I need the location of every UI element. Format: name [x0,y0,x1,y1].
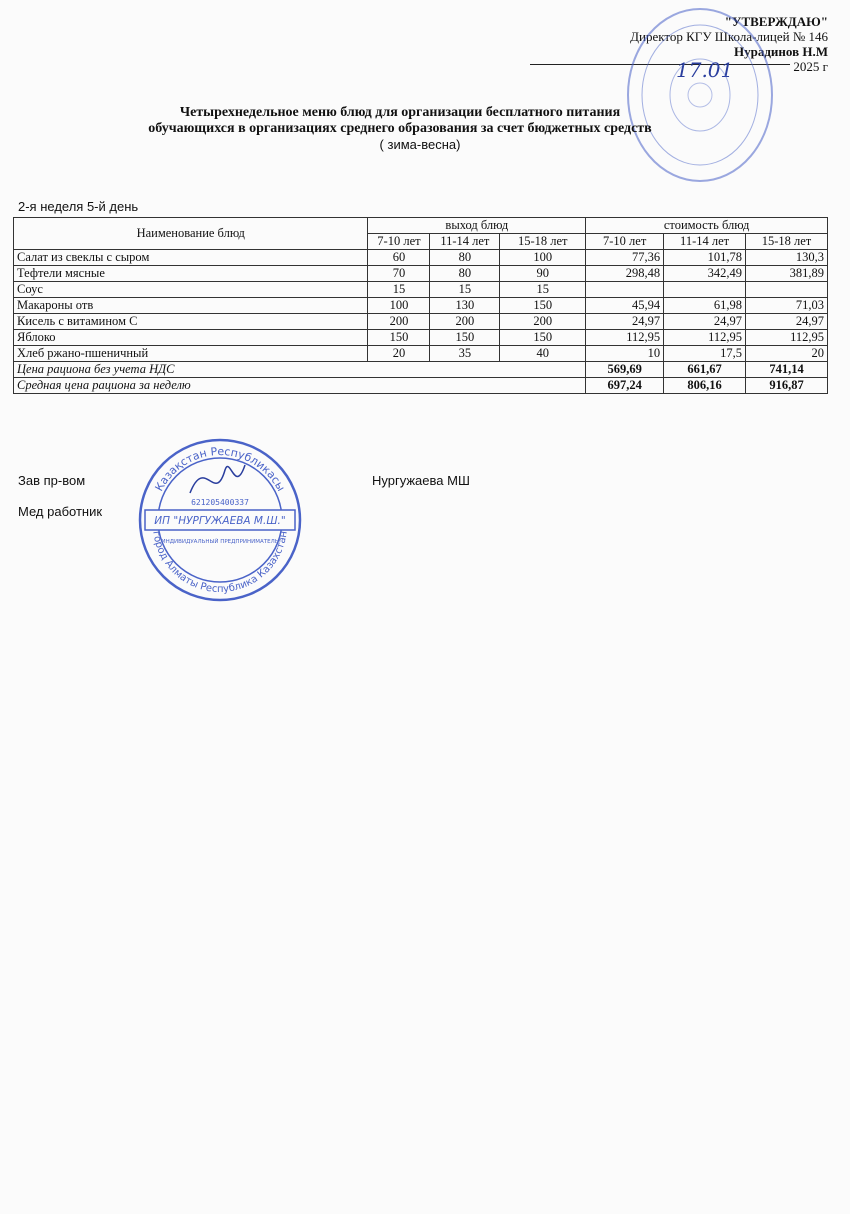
approval-year: 2025 г [793,59,828,74]
ip-stamp-icon [135,435,305,605]
cost-value: 24,97 [746,314,828,330]
yield-value: 15 [368,282,430,298]
cost-value: 77,36 [586,250,664,266]
total-label: Средная цена рациона за неделю [14,378,586,394]
header-age: 15-18 лет [746,234,828,250]
yield-value: 100 [368,298,430,314]
dish-name: Кисель с витамином С [14,314,368,330]
table-row [14,282,828,298]
cost-value: 112,95 [664,330,746,346]
yield-value: 150 [368,330,430,346]
cost-value: 24,97 [664,314,746,330]
yield-value: 15 [430,282,500,298]
yield-value: 80 [430,250,500,266]
total-label: Цена рациона без учета НДС [14,362,586,378]
dish-name: Макароны отв [14,298,368,314]
table-row [14,266,828,282]
cost-value [586,282,664,298]
yield-value: 60 [368,250,430,266]
yield-value: 40 [500,346,586,362]
yield-value: 130 [430,298,500,314]
medic-label: Мед работник [18,504,103,519]
cost-value: 101,78 [664,250,746,266]
yield-value: 150 [500,298,586,314]
week-day-label: 2-я неделя 5-й день [18,199,139,214]
cost-value: 298,48 [586,266,664,282]
yield-value: 15 [500,282,586,298]
yield-value: 200 [430,314,500,330]
cost-value: 342,49 [664,266,746,282]
dish-name: Соус [14,282,368,298]
approval-handwritten-date: 17.01 [676,58,734,82]
cost-value: 20 [746,346,828,362]
yield-value: 200 [500,314,586,330]
header-yield: выход блюд [368,218,586,234]
svg-text:Казақстан Республикасы [152,445,287,493]
stamp-bottom-text: город Алматы Республика Казахстан [150,530,290,596]
cost-value [746,282,828,298]
cost-value: 17,5 [664,346,746,362]
yield-value: 80 [430,266,500,282]
cost-value: 45,94 [586,298,664,314]
cost-value: 24,97 [586,314,664,330]
header-age: 7-10 лет [368,234,430,250]
school-seal-icon [625,5,775,185]
table-row [14,314,828,330]
table-row [14,250,828,266]
total-value: 741,14 [746,362,828,378]
document-title [0,105,800,137]
header-age: 15-18 лет [500,234,586,250]
yield-value: 20 [368,346,430,362]
approval-name: Нурадинов Н.М [734,44,828,59]
season-label: ( зима-весна) [379,137,461,152]
title-line-1: Четырехнедельное меню блюд для организации бесплатного питания [179,105,621,120]
title-line-2: обучающихся в организациях среднего образования за счет бюджетных средств [148,121,652,136]
table-row [14,330,828,346]
dish-name: Яблоко [14,330,368,346]
menu-table [13,217,828,394]
stamp-role-text: ИНДИВИДУАЛЬНЫЙ ПРЕДПРИНИМАТЕЛЬ [161,539,279,545]
cost-value: 61,98 [664,298,746,314]
total-value: 806,16 [664,378,746,394]
cost-value: 10 [586,346,664,362]
header-age: 11-14 лет [664,234,746,250]
header-cost: стоимость блюд [586,218,828,234]
cost-value: 381,89 [746,266,828,282]
dish-name: Хлеб ржано-пшеничный [14,346,368,362]
approval-position: Директор КГУ Школа-лицей № 146 [630,29,828,44]
total-value: 916,87 [746,378,828,394]
header-dish-name: Наименование блюд [14,218,368,250]
header-age: 11-14 лет [430,234,500,250]
total-value: 697,24 [586,378,664,394]
yield-value: 150 [430,330,500,346]
stamp-bin: 621205400337 [191,498,249,507]
header-age: 7-10 лет [586,234,664,250]
stamp-center-text: ИП "НУРГУЖАЕВА М.Ш." [154,515,286,527]
table-row [14,298,828,314]
total-value: 569,69 [586,362,664,378]
dish-name: Тефтели мясные [14,266,368,282]
approval-heading: "УТВЕРЖДАЮ" [724,14,828,29]
yield-value: 35 [430,346,500,362]
cost-value: 112,95 [586,330,664,346]
total-row [14,378,828,394]
yield-value: 70 [368,266,430,282]
cost-value: 71,03 [746,298,828,314]
stamp-top-text: Казақстан Республикасы [152,444,288,494]
yield-value: 100 [500,250,586,266]
cost-value: 112,95 [746,330,828,346]
yield-value: 150 [500,330,586,346]
signature-scribble [190,465,245,493]
cost-value [664,282,746,298]
head-cook-label: Зав пр-вом [18,473,86,488]
yield-value: 200 [368,314,430,330]
yield-value: 90 [500,266,586,282]
total-row [14,362,828,378]
head-cook-name: Нургужаева МШ [372,473,470,488]
cost-value: 130,3 [746,250,828,266]
dish-name: Салат из свеклы с сыром [14,250,368,266]
total-value: 661,67 [664,362,746,378]
table-row [14,346,828,362]
